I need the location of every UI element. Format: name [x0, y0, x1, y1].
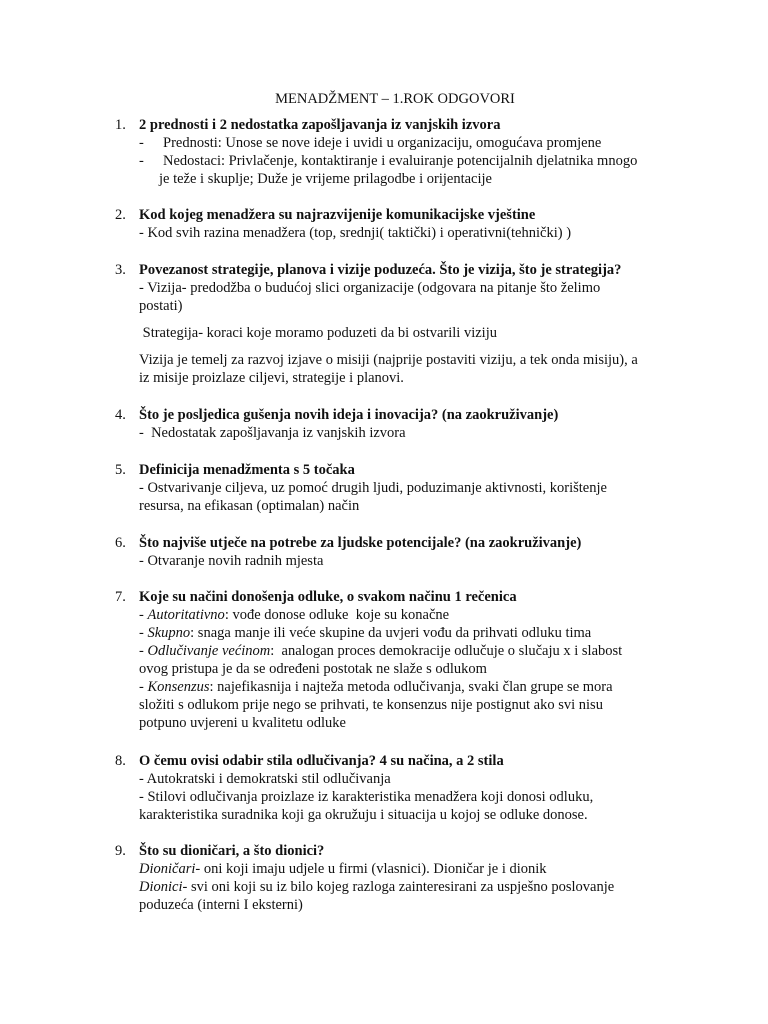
answer-text: - Stilovi odlučivanja proizlaze iz karakteristika menadžera koji donosi odluku,	[139, 789, 594, 805]
answer-text: Strategija- koraci koje moramo poduzeti da bi ostvarili viziju	[139, 325, 497, 341]
answer-text: iz misije proizlaze ciljevi, strategije i planovi.	[139, 370, 404, 386]
answer-text: resursa, na efikasan (optimalan) način	[139, 498, 360, 514]
term: Konsenzus	[147, 679, 210, 695]
question-number: 8.	[115, 753, 126, 769]
question-5	[115, 461, 685, 515]
question-4	[115, 406, 685, 442]
bullet-dash: -	[139, 153, 144, 169]
answer-text: potpuno uvjereni u kvalitetu odluke	[139, 715, 346, 731]
bullet-dash: -	[139, 135, 144, 151]
question-title: Koje su načini donošenja odluke, o svakom načinu 1 rečenica	[139, 589, 517, 605]
question-title: Povezanost strategije, planova i vizije poduzeća. Što je vizija, što je strategija?	[139, 262, 622, 278]
question-title: Što je posljedica gušenja novih ideja i inovacija? (na zaokruživanje)	[139, 407, 559, 423]
answer-text: složiti s odlukom prije nego se prihvati, te konsenzus nije postignut ako svi nisu	[139, 697, 603, 713]
question-number: 3.	[115, 262, 126, 278]
list-item	[139, 878, 685, 896]
answer-text: - oni koji imaju udjele u firmi (vlasnici). Dioničar je i dionik	[195, 861, 547, 877]
question-9	[115, 842, 685, 914]
answer-text: Vizija je temelj za razvoj izjave o misiji (najprije postaviti viziju, a tek onda misiju), a	[139, 352, 638, 368]
answer-text: : najefikasnija i najteža metoda odlučivanja, svaki član grupe se mora	[209, 679, 613, 695]
term: Dionici	[139, 879, 183, 895]
term: Odlučivanje većinom	[147, 643, 271, 659]
answer-text: - Vizija- predodžba o budućoj slici organizacije (odgovara na pitanje što želimo	[139, 280, 601, 296]
question-title: Što najviše utječe na potrebe za ljudske potencijale? (na zaokruživanje)	[139, 535, 582, 551]
question-7	[115, 588, 685, 732]
question-6	[115, 534, 685, 570]
answer-text: - Kod svih razina menadžera (top, srednji( taktički) i operativni(tehnički) )	[139, 225, 572, 241]
answer-text: postati)	[139, 298, 183, 314]
answer-text: - Ostvarivanje ciljeva, uz pomoć drugih ljudi, poduzimanje aktivnosti, korištenje	[139, 480, 607, 496]
question-number: 4.	[115, 407, 126, 423]
question-number: 1.	[115, 117, 126, 133]
question-title: Definicija menadžmenta s 5 točaka	[139, 462, 355, 478]
question-number: 5.	[115, 462, 126, 478]
question-number: 7.	[115, 589, 126, 605]
term: Dioničari	[139, 861, 196, 877]
answer-text: : analogan proces demokracije odlučuje o slučaju x i slabost	[270, 643, 623, 659]
answer-text: : snaga manje ili veće skupine da uvjeri vođu da prihvati odluku tima	[190, 625, 592, 641]
term: Skupno	[147, 625, 191, 641]
answer-text: karakteristika suradnika koji ga okružuju i situacija u kojoj se odluke donose.	[139, 807, 588, 823]
document-title: MENADŽMENT – 1.ROK ODGOVORI	[275, 91, 515, 107]
list-item: - Skupno: snaga manje ili veće skupine da uvjeri vođu da prihvati odluku tima	[139, 625, 592, 641]
question-title: O čemu ovisi odabir stila odlučivanja? 4 su načina, a 2 stila	[139, 753, 504, 769]
answer-text: Nedostaci: Privlačenje, kontaktiranje i evaluiranje potencijalnih djelatnika mnogo	[163, 153, 638, 169]
question-1	[115, 116, 685, 188]
question-title: Što su dioničari, a što dionici?	[139, 843, 325, 859]
answer-text: : vođe donose odluke koje su konačne	[224, 607, 450, 623]
answer-text: - svi oni koji su iz bilo kojeg razloga zainteresirani za uspješno poslovanje	[182, 879, 615, 895]
term: Autoritativno	[147, 607, 225, 623]
answer-text: ovog pristupa je da se određeni postotak ne slaže s odlukom	[139, 661, 487, 677]
list-item: - Odlučivanje većinom: analogan proces demokracije odlučuje o slučaju x i slabost	[139, 643, 623, 659]
question-2	[115, 206, 685, 242]
answer-text: Prednosti: Unose se nove ideje i uvidi u organizaciju, omogućava promjene	[163, 135, 602, 151]
list-item: - Autoritativno: vođe donose odluke koje su konačne	[139, 607, 450, 623]
question-number: 9.	[115, 843, 126, 859]
list-item	[139, 152, 685, 170]
question-number: 6.	[115, 535, 126, 551]
question-title: Kod kojeg menadžera su najrazvijenije komunikacijske vještine	[139, 207, 536, 223]
answer-text: - Otvaranje novih radnih mjesta	[139, 553, 324, 569]
list-item	[139, 860, 685, 878]
answer-text: je teže i skuplje; Duže je vrijeme prilagodbe i orijentacije	[159, 171, 492, 187]
answer-text: - Autokratski i demokratski stil odlučivanja	[139, 771, 391, 787]
question-number: 2.	[115, 207, 126, 223]
question-title: 2 prednosti i 2 nedostatka zapošljavanja iz vanjskih izvora	[139, 117, 501, 133]
question-8	[115, 752, 685, 824]
answer-text: - Nedostatak zapošljavanja iz vanjskih izvora	[139, 425, 406, 441]
list-item: - Konsenzus: najefikasnija i najteža metoda odlučivanja, svaki član grupe se mora	[139, 679, 613, 695]
question-3	[115, 261, 685, 387]
answer-text: poduzeća (interni I eksterni)	[139, 897, 303, 913]
list-item	[139, 134, 685, 152]
